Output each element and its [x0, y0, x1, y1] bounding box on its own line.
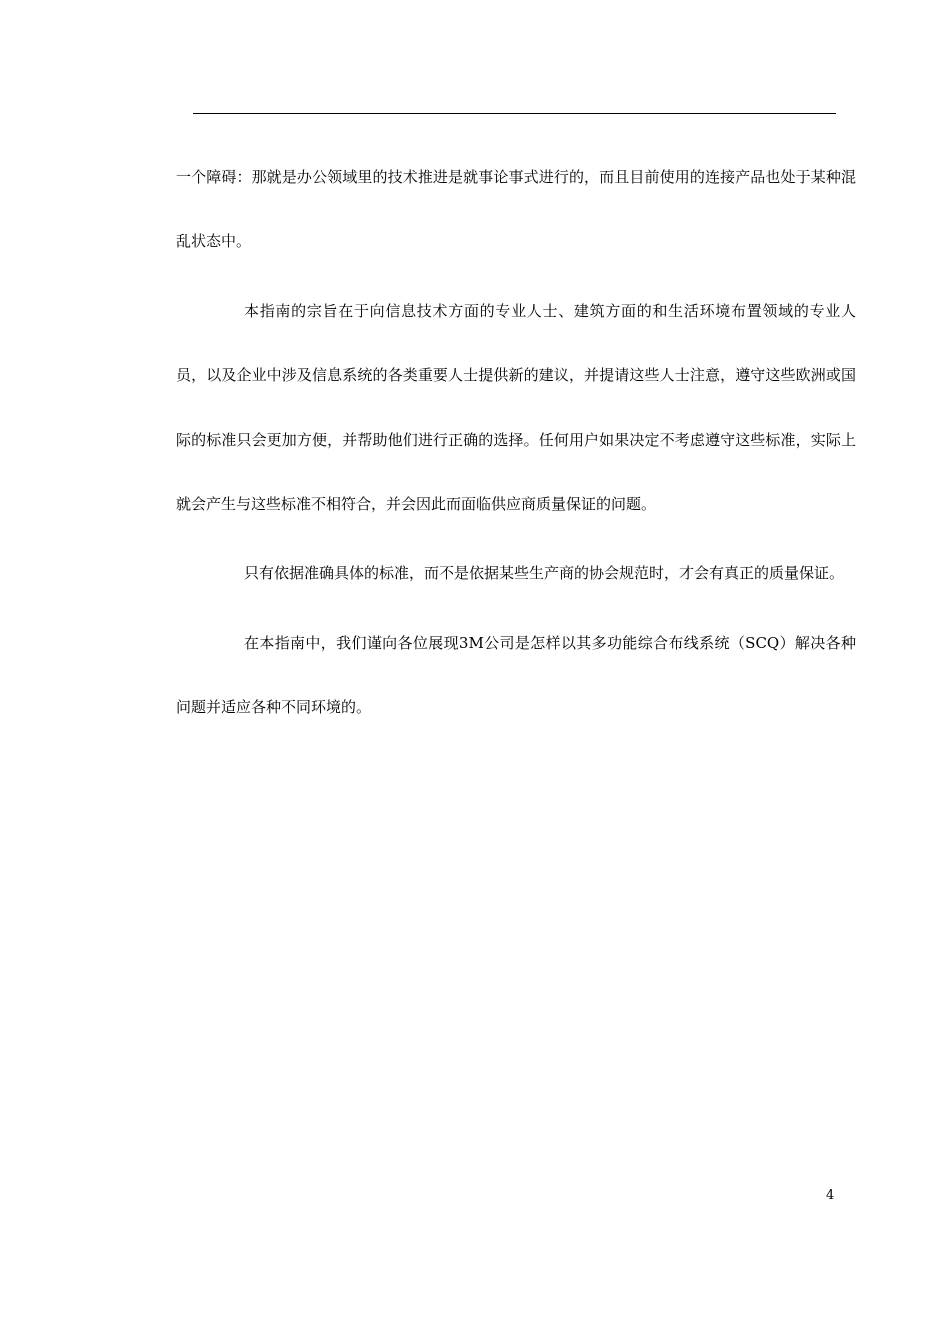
paragraph-continuation: 一个障碍：那就是办公领域里的技术推进是就事论事式进行的，而且目前使用的连接产品也处于某种混乱状态中。: [176, 168, 856, 251]
page-number: 4: [826, 1188, 835, 1203]
header-rule: [193, 113, 836, 114]
paragraph-3m-scq: 在本指南中，我们谨向各位展现3M公司是怎样以其多功能综合布线系统（SCQ）解决各种问题并适应各种不同环境的。: [176, 633, 856, 717]
paragraph-guide-purpose: 本指南的宗旨在于向信息技术方面的专业人士、建筑方面的和生活环境布置领域的专业人员，以及企业中涉及信息系统的各类重要人士提供新的建议，并提请这些人士注意，遵守这些欧洲或国际的标准只会更加方便，并帮助他们进行正确的选择。任何用户如果决定不考虑遵守这些标准，实际上就会产生与这些标准不相符合，并会因此而面临供应商质量保证的问题。: [176, 301, 856, 514]
document-body: [176, 145, 856, 745]
paragraph-quality-assurance: 只有依据准确具体的标准，而不是依据某些生产商的协会规范时，才会有真正的质量保证。: [244, 564, 845, 583]
